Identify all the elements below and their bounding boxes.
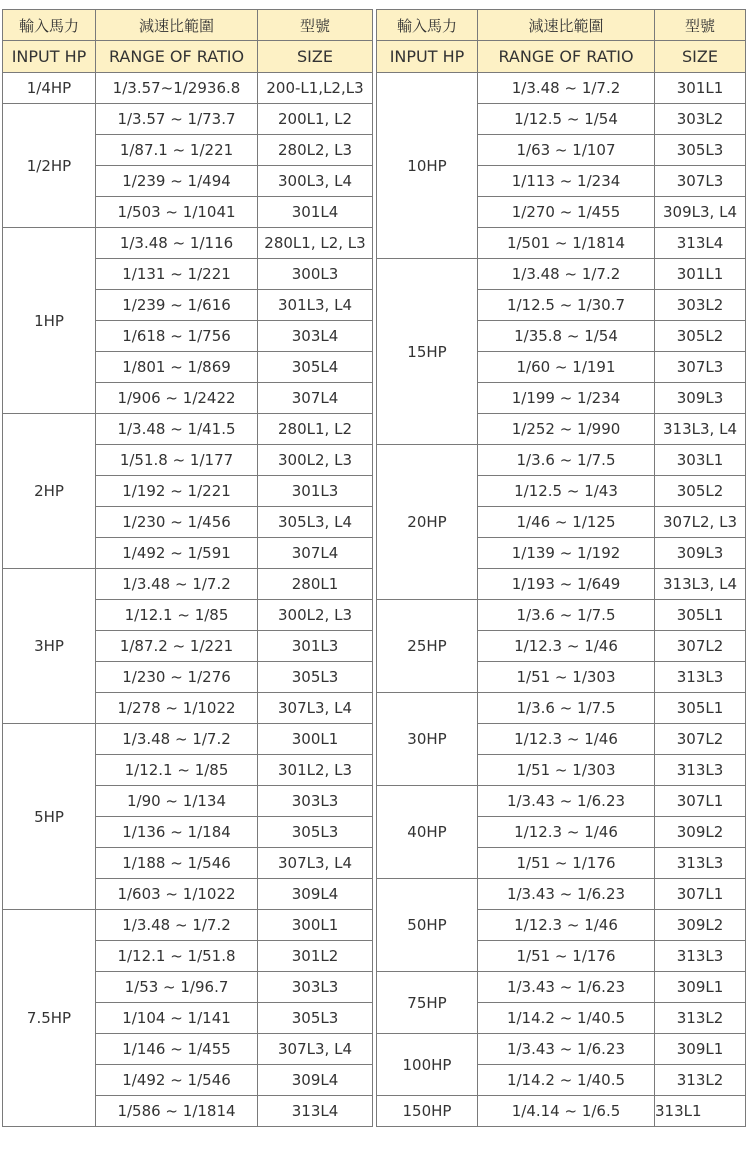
hp-cell: 3HP xyxy=(3,569,96,724)
hp-cell: 2HP xyxy=(3,414,96,569)
hp-cell: 7.5HP xyxy=(3,910,96,1127)
table-row xyxy=(3,910,373,941)
size-cell: 280L1, L2, L3 xyxy=(258,228,373,259)
header-hp-cn: 輸入馬力 xyxy=(3,10,96,41)
size-cell: 313L1 xyxy=(655,1096,746,1127)
header-ratio-en: RANGE OF RATIO xyxy=(478,41,655,73)
ratio-cell: 1/12.3 ~ 1/46 xyxy=(478,817,655,848)
size-cell: 307L4 xyxy=(258,383,373,414)
size-cell: 307L2 xyxy=(655,724,746,755)
size-cell: 300L1 xyxy=(258,910,373,941)
size-cell: 309L3, L4 xyxy=(655,197,746,228)
ratio-cell: 1/3.43 ~ 1/6.23 xyxy=(478,1034,655,1065)
ratio-cell: 1/3.43 ~ 1/6.23 xyxy=(478,786,655,817)
ratio-cell: 1/90 ~ 1/134 xyxy=(96,786,258,817)
size-cell: 313L3 xyxy=(655,848,746,879)
table-row xyxy=(3,724,373,755)
ratio-cell: 1/192 ~ 1/221 xyxy=(96,476,258,507)
size-cell: 307L1 xyxy=(655,879,746,910)
hp-cell: 15HP xyxy=(377,259,478,445)
size-cell: 307L3 xyxy=(655,166,746,197)
size-cell: 301L3 xyxy=(258,631,373,662)
ratio-cell: 1/503 ~ 1/1041 xyxy=(96,197,258,228)
ratio-cell: 1/199 ~ 1/234 xyxy=(478,383,655,414)
ratio-cell: 1/3.6 ~ 1/7.5 xyxy=(478,445,655,476)
header-ratio-en: RANGE OF RATIO xyxy=(96,41,258,73)
size-cell: 301L3 xyxy=(258,476,373,507)
table-row xyxy=(3,104,373,135)
size-cell: 280L2, L3 xyxy=(258,135,373,166)
ratio-cell: 1/3.48 ~ 1/7.2 xyxy=(478,259,655,290)
size-cell: 309L2 xyxy=(655,817,746,848)
ratio-cell: 1/51 ~ 1/303 xyxy=(478,662,655,693)
size-cell: 313L4 xyxy=(258,1096,373,1127)
size-cell: 305L1 xyxy=(655,600,746,631)
ratio-cell: 1/51 ~ 1/176 xyxy=(478,848,655,879)
size-cell: 305L1 xyxy=(655,693,746,724)
size-cell: 309L4 xyxy=(258,879,373,910)
size-cell: 303L4 xyxy=(258,321,373,352)
size-cell: 300L1 xyxy=(258,724,373,755)
size-cell: 301L1 xyxy=(655,73,746,104)
table-row xyxy=(377,693,746,724)
ratio-cell: 1/113 ~ 1/234 xyxy=(478,166,655,197)
ratio-cell: 1/3.6 ~ 1/7.5 xyxy=(478,600,655,631)
ratio-cell: 1/12.1 ~ 1/51.8 xyxy=(96,941,258,972)
ratio-cell: 1/87.2 ~ 1/221 xyxy=(96,631,258,662)
header-hp-en: INPUT HP xyxy=(377,41,478,73)
hp-cell: 75HP xyxy=(377,972,478,1034)
ratio-cell: 1/252 ~ 1/990 xyxy=(478,414,655,445)
ratio-cell: 1/14.2 ~ 1/40.5 xyxy=(478,1065,655,1096)
ratio-cell: 1/3.48 ~ 1/7.2 xyxy=(96,910,258,941)
hp-cell: 30HP xyxy=(377,693,478,786)
ratio-cell: 1/278 ~ 1/1022 xyxy=(96,693,258,724)
size-cell: 313L3, L4 xyxy=(655,414,746,445)
ratio-cell: 1/3.43 ~ 1/6.23 xyxy=(478,972,655,1003)
hp-cell: 1/4HP xyxy=(3,73,96,104)
ratio-cell: 1/139 ~ 1/192 xyxy=(478,538,655,569)
header-ratio-cn: 減速比範圍 xyxy=(478,10,655,41)
size-cell: 309L1 xyxy=(655,1034,746,1065)
ratio-cell: 1/4.14 ~ 1/6.5 xyxy=(478,1096,655,1127)
size-cell: 309L1 xyxy=(655,972,746,1003)
size-cell: 303L1 xyxy=(655,445,746,476)
header-size-cn: 型號 xyxy=(258,10,373,41)
ratio-table-right xyxy=(376,9,746,1127)
header-size-en: SIZE xyxy=(258,41,373,73)
ratio-cell: 1/46 ~ 1/125 xyxy=(478,507,655,538)
size-cell: 313L3 xyxy=(655,662,746,693)
ratio-cell: 1/603 ~ 1/1022 xyxy=(96,879,258,910)
hp-cell: 20HP xyxy=(377,445,478,600)
size-cell: 280L1, L2 xyxy=(258,414,373,445)
ratio-cell: 1/104 ~ 1/141 xyxy=(96,1003,258,1034)
size-cell: 305L3, L4 xyxy=(258,507,373,538)
size-cell: 313L4 xyxy=(655,228,746,259)
size-cell: 313L3, L4 xyxy=(655,569,746,600)
ratio-cell: 1/51.8 ~ 1/177 xyxy=(96,445,258,476)
ratio-cell: 1/906 ~ 1/2422 xyxy=(96,383,258,414)
ratio-cell: 1/188 ~ 1/546 xyxy=(96,848,258,879)
size-cell: 309L3 xyxy=(655,538,746,569)
size-cell: 307L3, L4 xyxy=(258,848,373,879)
ratio-cell: 1/230 ~ 1/276 xyxy=(96,662,258,693)
ratio-cell: 1/3.57~1/2936.8 xyxy=(96,73,258,104)
size-cell: 313L2 xyxy=(655,1003,746,1034)
size-cell: 303L3 xyxy=(258,972,373,1003)
ratio-cell: 1/3.48 ~ 1/41.5 xyxy=(96,414,258,445)
ratio-cell: 1/492 ~ 1/546 xyxy=(96,1065,258,1096)
ratio-cell: 1/12.3 ~ 1/46 xyxy=(478,724,655,755)
ratio-cell: 1/51 ~ 1/176 xyxy=(478,941,655,972)
size-cell: 313L2 xyxy=(655,1065,746,1096)
ratio-cell: 1/3.48 ~ 1/7.2 xyxy=(96,724,258,755)
size-cell: 305L3 xyxy=(258,1003,373,1034)
ratio-cell: 1/12.1 ~ 1/85 xyxy=(96,600,258,631)
ratio-cell: 1/12.1 ~ 1/85 xyxy=(96,755,258,786)
table-body-right xyxy=(377,73,746,1127)
ratio-cell: 1/63 ~ 1/107 xyxy=(478,135,655,166)
table-row xyxy=(377,73,746,104)
size-cell: 307L3 xyxy=(655,352,746,383)
size-cell: 307L2 xyxy=(655,631,746,662)
ratio-cell: 1/12.5 ~ 1/54 xyxy=(478,104,655,135)
size-cell: 280L1 xyxy=(258,569,373,600)
size-cell: 313L3 xyxy=(655,941,746,972)
ratio-cell: 1/35.8 ~ 1/54 xyxy=(478,321,655,352)
size-cell: 307L1 xyxy=(655,786,746,817)
size-cell: 305L3 xyxy=(258,662,373,693)
ratio-cell: 1/193 ~ 1/649 xyxy=(478,569,655,600)
size-cell: 303L2 xyxy=(655,290,746,321)
ratio-cell: 1/60 ~ 1/191 xyxy=(478,352,655,383)
size-cell: 301L2 xyxy=(258,941,373,972)
size-cell: 313L3 xyxy=(655,755,746,786)
table-row xyxy=(3,414,373,445)
ratio-cell: 1/87.1 ~ 1/221 xyxy=(96,135,258,166)
table-row xyxy=(3,228,373,259)
size-cell: 307L2, L3 xyxy=(655,507,746,538)
hp-cell: 100HP xyxy=(377,1034,478,1096)
ratio-cell: 1/12.5 ~ 1/30.7 xyxy=(478,290,655,321)
table-row xyxy=(377,786,746,817)
header-hp-cn: 輸入馬力 xyxy=(377,10,478,41)
size-cell: 307L4 xyxy=(258,538,373,569)
size-cell: 303L2 xyxy=(655,104,746,135)
ratio-cell: 1/801 ~ 1/869 xyxy=(96,352,258,383)
ratio-cell: 1/501 ~ 1/1814 xyxy=(478,228,655,259)
size-cell: 300L3, L4 xyxy=(258,166,373,197)
ratio-cell: 1/239 ~ 1/616 xyxy=(96,290,258,321)
table-row xyxy=(377,259,746,290)
hp-cell: 10HP xyxy=(377,73,478,259)
ratio-cell: 1/3.48 ~ 1/116 xyxy=(96,228,258,259)
ratio-cell: 1/12.3 ~ 1/46 xyxy=(478,631,655,662)
ratio-cell: 1/3.6 ~ 1/7.5 xyxy=(478,693,655,724)
ratio-cell: 1/3.57 ~ 1/73.7 xyxy=(96,104,258,135)
ratio-cell: 1/12.3 ~ 1/46 xyxy=(478,910,655,941)
table-row xyxy=(377,600,746,631)
ratio-cell: 1/53 ~ 1/96.7 xyxy=(96,972,258,1003)
size-cell: 300L3 xyxy=(258,259,373,290)
hp-cell: 150HP xyxy=(377,1096,478,1127)
size-cell: 307L3, L4 xyxy=(258,693,373,724)
table-row xyxy=(377,445,746,476)
table-row xyxy=(377,1096,746,1127)
hp-cell: 25HP xyxy=(377,600,478,693)
size-cell: 309L3 xyxy=(655,383,746,414)
size-cell: 303L3 xyxy=(258,786,373,817)
size-cell: 305L3 xyxy=(258,817,373,848)
size-cell: 301L3, L4 xyxy=(258,290,373,321)
table-body-left xyxy=(3,73,373,1127)
ratio-cell: 1/618 ~ 1/756 xyxy=(96,321,258,352)
ratio-cell: 1/3.48 ~ 1/7.2 xyxy=(478,73,655,104)
size-cell: 305L4 xyxy=(258,352,373,383)
size-cell: 305L3 xyxy=(655,135,746,166)
size-cell: 301L4 xyxy=(258,197,373,228)
size-cell: 307L3, L4 xyxy=(258,1034,373,1065)
header-size-en: SIZE xyxy=(655,41,746,73)
ratio-cell: 1/136 ~ 1/184 xyxy=(96,817,258,848)
hp-cell: 5HP xyxy=(3,724,96,910)
size-cell: 200L1, L2 xyxy=(258,104,373,135)
ratio-cell: 1/492 ~ 1/591 xyxy=(96,538,258,569)
table-row xyxy=(377,1034,746,1065)
header-ratio-cn: 減速比範圍 xyxy=(96,10,258,41)
header-hp-en: INPUT HP xyxy=(3,41,96,73)
size-cell: 309L2 xyxy=(655,910,746,941)
size-cell: 305L2 xyxy=(655,321,746,352)
ratio-cell: 1/3.43 ~ 1/6.23 xyxy=(478,879,655,910)
table-row xyxy=(3,569,373,600)
size-cell: 301L2, L3 xyxy=(258,755,373,786)
size-cell: 305L2 xyxy=(655,476,746,507)
size-cell: 300L2, L3 xyxy=(258,600,373,631)
size-cell: 309L4 xyxy=(258,1065,373,1096)
header-size-cn: 型號 xyxy=(655,10,746,41)
ratio-cell: 1/51 ~ 1/303 xyxy=(478,755,655,786)
ratio-cell: 1/3.48 ~ 1/7.2 xyxy=(96,569,258,600)
ratio-cell: 1/12.5 ~ 1/43 xyxy=(478,476,655,507)
hp-cell: 50HP xyxy=(377,879,478,972)
table-row xyxy=(377,879,746,910)
hp-cell: 40HP xyxy=(377,786,478,879)
hp-cell: 1/2HP xyxy=(3,104,96,228)
ratio-cell: 1/239 ~ 1/494 xyxy=(96,166,258,197)
size-cell: 300L2, L3 xyxy=(258,445,373,476)
ratio-cell: 1/146 ~ 1/455 xyxy=(96,1034,258,1065)
size-cell: 301L1 xyxy=(655,259,746,290)
size-cell: 200-L1,L2,L3 xyxy=(258,73,373,104)
ratio-cell: 1/586 ~ 1/1814 xyxy=(96,1096,258,1127)
table-row xyxy=(377,972,746,1003)
ratio-cell: 1/230 ~ 1/456 xyxy=(96,507,258,538)
ratio-cell: 1/131 ~ 1/221 xyxy=(96,259,258,290)
table-row xyxy=(3,73,373,104)
ratio-cell: 1/14.2 ~ 1/40.5 xyxy=(478,1003,655,1034)
ratio-table-left xyxy=(2,9,373,1127)
hp-cell: 1HP xyxy=(3,228,96,414)
ratio-cell: 1/270 ~ 1/455 xyxy=(478,197,655,228)
